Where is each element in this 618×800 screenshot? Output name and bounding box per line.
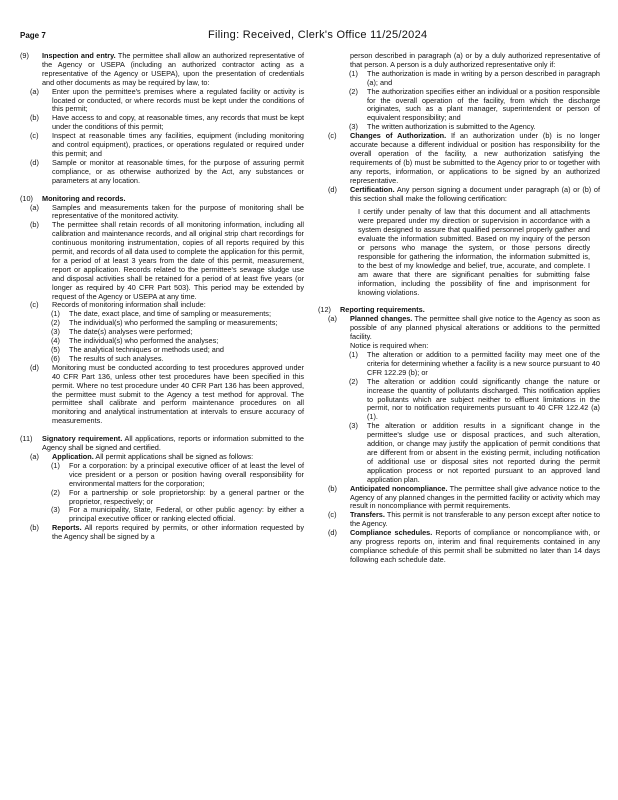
section-11c: (c) Changes of Authorization. If an authorization under (b) is no longer accurate because a different individual or position has responsibility for the overall operation of the facility, a new authorization satisfying the requirements of (b) must be submitted to the Agency prior to or together with any reports, information, or applications to be signed by an authorized representative. — [328, 131, 601, 185]
section-11a3: (3) For a municipality, State, Federal, or other public agency: by either a principal executive officer or ranking elected official. — [51, 505, 304, 524]
section-11b-continued: person described in paragraph (a) or by a duly authorized representative of that person. A person is a duly authorized representative only if: — [350, 51, 600, 69]
section-11: (11) Signatory requirement. All applications, reports or information submitted to the Agency shall be signed and certified. — [20, 434, 304, 453]
section-10b: (b) The permittee shall retain records of all monitoring information, including all calibration and maintenance records, and all original strip chart recordings for continuous monitoring instrumentation, copies of all reports required by this permit, and records of all data used to complete the application for this permit, for a period of at least 3 years from the date of this permit, measurement, report or application. Records related to the permittee's sewage sludge use and disposal activities shall be retained for a period of at least five years (or longer as required by 40 CFR Part 503). This period may be extended by request of the Agency or USEPA at any time. — [30, 220, 304, 301]
certification-statement: I certify under penalty of law that this document and all attachments were prepared under my direction or supervision in accordance with a system designed to assure that qualified personnel properly gather and evaluate the information submitted. Based on my inquiry of the person or persons who manage the system, or those persons directly responsible for gathering the information, the information submitted is, to the best of my knowledge and belief, true, accurate, and complete. I am aware that there are significant penalties for submitting false information, including the possibility of fine and imprisonment for knowing violations. — [358, 207, 590, 297]
section-12a2: (2) The alteration or addition could significantly change the nature or increase the quantity of pollutants discharged. This notification applies to pollutants which are subject neither to effluent limitations in the permit, nor to notification requirements pursuant to 40 CFR 122.42 (a)(1). — [349, 376, 600, 422]
section-12d: (d) Compliance schedules. Reports of compliance or noncompliance with, or any progress reports on, interim and final requirements contained in any compliance schedule of this permit shall be submitted no later than 14 days following each schedule date. — [328, 528, 601, 564]
right-column — [318, 52, 600, 565]
section-10c: (c) Records of monitoring information shall include: — [30, 300, 206, 310]
section-9d: (d) Sample or monitor at reasonable times, for the purpose of assuring permit compliance, or as otherwise authorized by the Act, any substances or parameters at any location. — [30, 157, 304, 185]
section-10c6: (6) The results of such analyses. — [51, 353, 164, 363]
left-column — [20, 52, 304, 542]
section-12a1: (1) The alteration or addition to a permitted facility may meet one of the criteria for determining whether a facility is a new source pursuant to 40 CFR 122.29 (b); or — [349, 350, 600, 377]
section-10d: (d) Monitoring must be conducted according to test procedures approved under 40 CFR Part 136, unless other test procedures have been specified in this permit. Where no test procedure under 40 CFR Part 136 has been approved, the permittee must submit to the Agency a test method for approval. The permittee shall calibrate and perform maintenance procedures on all monitoring and analytical instrumentation at intervals to ensure accuracy of measurements. — [30, 362, 304, 426]
section-10c5: (5) The analytical techniques or methods used; and — [51, 345, 224, 354]
section-9c: (c) Inspect at reasonable times any facilities, equipment (including monitoring and control equipment), practices, or operations regulated or required under this permit; and — [30, 131, 304, 158]
section-11a2: (2) For a partnership or sole proprietorship: by a general partner or the proprietor, respectively; or — [51, 487, 304, 506]
section-12a3: (3) The alteration or addition results in a significant change in the permittee's sludge use or disposal practices, and such alteration, addition, or change may justify the application of permit conditions that are different from or absent in the existing permit, including notification of additional use or disposal sites not reported during the permit application process or not reported pursuant to an approved land application plan. — [349, 421, 600, 484]
section-10c3: (3) The date(s) analyses were performed; — [51, 327, 193, 337]
section-10: (10) Monitoring and records. — [20, 193, 126, 203]
page-number: Page 7 — [20, 31, 46, 40]
section-11b2: (2) The authorization specifies either an individual or a position responsible for the overall operation of the facility, from which the discharge originates, such as a plant manager, superintendent or person of equivalent responsibility; and — [349, 86, 600, 123]
notice-required: Notice is required when: — [350, 341, 429, 351]
section-12a: (a) Planned changes. The permittee shall give notice to the Agency as soon as possible of any planned physical alterations or additions to the permitted facility. — [328, 314, 601, 342]
section-10c2: (2) The individual(s) who performed the sampling or measurements; — [51, 318, 278, 328]
section-11b1: (1) The authorization is made in writing by a person described in paragraph (a); and — [349, 68, 600, 87]
section-11a1: (1) For a corporation: by a principal executive officer of at least the level of vice president or a person or position having overall responsibility for environmental matters for the corporation; — [51, 460, 304, 488]
section-10c4: (4) The individual(s) who performed the analyses; — [51, 336, 219, 346]
section-11d: (d) Certification. Any person signing a document under paragraph (a) or (b) of this section shall make the following certification: — [328, 184, 600, 203]
filing-stamp: Filing: Received, Clerk's Office 11/25/2024 — [208, 29, 428, 41]
section-11b: (b) Reports. All reports required by permits, or other information requested by the Agency shall be signed by a — [30, 523, 305, 542]
section-10c1: (1) The date, exact place, and time of sampling or measurements; — [51, 309, 271, 319]
section-9: (9) Inspection and entry. The permittee shall allow an authorized representative of the Agency or USEPA (including an authorized contractor acting as a representative of the Agency or USEPA), upon the presentation of credentials and other documents as may be required by law, to: — [20, 51, 304, 87]
page-header — [0, 31, 618, 45]
section-9a: (a) Enter upon the permittee's premises where a regulated facility or activity is located or conducted, or where records must be kept under the conditions of this permit; — [30, 86, 304, 114]
section-12b: (b) Anticipated noncompliance. The permittee shall give advance notice to the Agency of any planned changes in the permitted facility or activity which may result in noncompliance with permit requirements. — [328, 483, 600, 511]
section-11a: (a) Application. All permit applications shall be signed as follows: — [30, 451, 254, 461]
section-11b3: (3) The written authorization is submitted to the Agency. — [349, 122, 536, 132]
section-12: (12) Reporting requirements. — [318, 305, 425, 315]
section-12c: (c) Transfers. This permit is not transferable to any person except after notice to the Agency. — [328, 510, 601, 529]
section-9b: (b) Have access to and copy, at reasonable times, any records that must be kept under the conditions of this permit; — [30, 113, 304, 132]
section-10a: (a) Samples and measurements taken for the purpose of monitoring shall be representative of the monitored activity. — [30, 202, 304, 221]
